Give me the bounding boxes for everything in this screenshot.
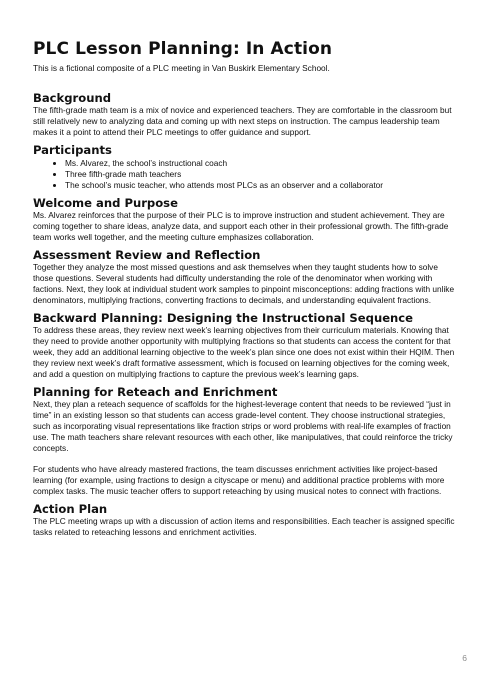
section-paragraph: Next, they plan a reteach sequence of scaffolds for the highest-leverage content that needs to be reviewed “just in time” in an existing lesson so that students can access grade-level content. They choose instructional strategies, such as incorporating visual representations like fraction strips or word problems with real-life examples of fraction use. The math teachers share relevant resources with each other, like manipulatives, that could reinforce the tricky concepts.: [33, 399, 453, 453]
section-participants: [33, 143, 460, 191]
section-action-plan: [33, 502, 460, 538]
section-assessment-review: [33, 248, 460, 306]
section-paragraph: The PLC meeting wraps up with a discussion of action items and responsibilities. Each teacher is assigned specific tasks related to reteaching lessons and enrichment activities.: [33, 516, 455, 537]
list-item: • Ms. Alvarez, the school’s instructional coach: [65, 158, 460, 169]
section-welcome-purpose: [33, 196, 460, 243]
section-heading: Background: [33, 91, 112, 105]
list-item: • The school’s music teacher, who attends most PLCs as an observer and a collaborator: [65, 180, 460, 191]
list-item: • Three fifth-grade math teachers: [65, 169, 460, 180]
section-backward-planning: [33, 311, 460, 380]
section-heading: Assessment Review and Reflection: [33, 248, 261, 262]
section-heading: Backward Planning: Designing the Instructional Sequence: [33, 311, 414, 325]
section-paragraph: For students who have already mastered fractions, the team discusses enrichment activities like project-based learning (for example, using fractions to design a cityscape or menu) and additional practice problems with more complex tasks. The music teacher offers to support reteaching by using musical notes to connect with fractions.: [33, 464, 445, 496]
section-reteach-enrichment: [33, 385, 460, 497]
section-background: [33, 91, 460, 138]
section-paragraph: To address these areas, they review next week’s learning objectives from their curriculum materials. Knowing that they need to provide another opportunity with multiplying fractions so that students can access the content for that week, they add an additional learning objective to the week’s plan since one does not exist within their HQIM. Then they review next week’s draft formative assessment, which is focused on learning objectives for the coming week, and add a question on multiplying fractions to capture the previous week’s learning gaps.: [33, 325, 455, 379]
section-heading: Action Plan: [33, 502, 108, 516]
section-heading: Planning for Reteach and Enrichment: [33, 385, 278, 399]
section-heading: Welcome and Purpose: [33, 196, 178, 210]
page-number: 6: [462, 653, 467, 663]
section-paragraph: Ms. Alvarez reinforces that the purpose of their PLC is to improve instruction and student achievement. They are coming together to share ideas, analyze data, and support each other in their professional growth. The fifth-grade team works well together, and the meeting culture emphasizes collaboration.: [33, 210, 449, 242]
intro-text: This is a fictional composite of a PLC meeting in Van Buskirk Elementary School.: [33, 63, 330, 73]
participants-list: [33, 158, 460, 191]
section-heading: Participants: [33, 143, 112, 157]
page-title: PLC Lesson Planning: In Action: [33, 39, 333, 59]
section-paragraph: The fifth-grade math team is a mix of novice and experienced teachers. They are comfortable in the classroom but still relatively new to analyzing data and coming up with next steps on instruction. The campus leadership team makes it a point to attend their PLC meetings to offer guidance and support.: [33, 105, 452, 137]
section-paragraph: Together they analyze the most missed questions and ask themselves when they taught students how to solve those questions. Several students had difficulty understanding the role of the denominator when working with factions. Next, they look at individual student work samples to pinpoint misconceptions: adding fractions with unlike denominators, multiplying fractions, converting fractions to decimals, and understanding equivalent fractions.: [33, 262, 455, 305]
